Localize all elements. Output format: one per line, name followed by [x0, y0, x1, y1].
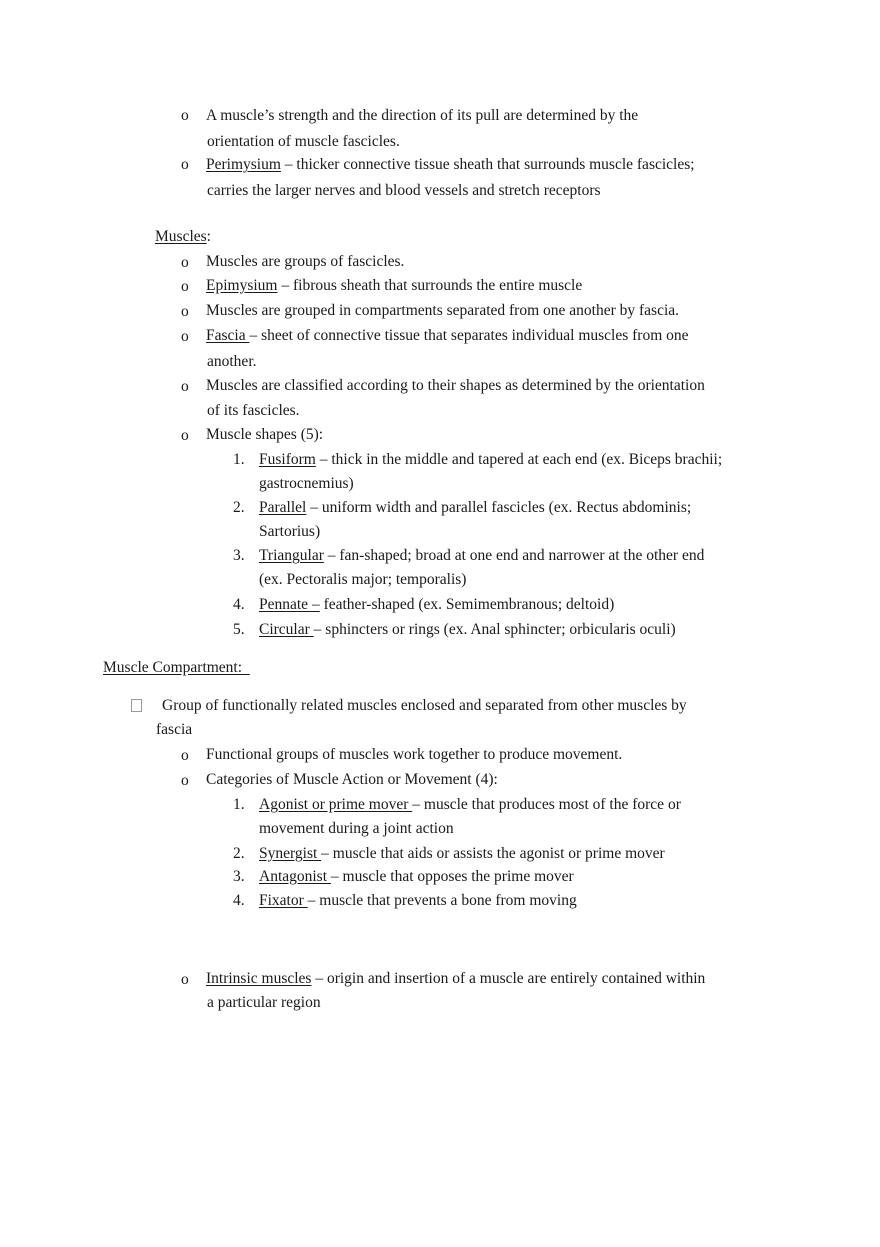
bullet-marker: o	[181, 254, 189, 271]
bullet-marker: o	[181, 772, 189, 789]
shape-number: 2.	[233, 499, 245, 516]
action-item-cont: movement during a joint action	[259, 820, 454, 837]
shape-item-triangular: Triangular – fan-shaped; broad at one end and narrower at the other end	[259, 547, 705, 564]
shape-item-cont: gastrocnemius)	[259, 475, 354, 492]
term-epimysium: Epimysium	[206, 277, 278, 294]
bullet-marker: o	[181, 303, 189, 320]
shape-item-cont: (ex. Pectoralis major; temporalis)	[259, 571, 467, 588]
term-fascia: Fascia	[206, 327, 250, 344]
section-heading-compartment: Muscle Compartment:	[103, 659, 250, 676]
intrinsic-item-cont: a particular region	[207, 994, 321, 1011]
list-item: Epimysium – fibrous sheath that surrounds the entire muscle	[206, 277, 583, 294]
square-bullet-icon	[131, 699, 142, 712]
shape-item-circular: Circular – sphincters or rings (ex. Anal sphincter; orbicularis oculi)	[259, 621, 676, 638]
intro-line: carries the larger nerves and blood vessels and stretch receptors	[207, 182, 601, 199]
bullet-marker: o	[181, 427, 189, 444]
perimysium-item: Perimysium – thicker connective tissue sheath that surrounds muscle fascicles;	[206, 156, 695, 173]
list-item-cont: fascia	[156, 721, 193, 738]
list-item: Muscles are classified according to their shapes as determined by the orientation	[206, 377, 705, 394]
bullet-marker: o	[181, 747, 189, 764]
shape-item-cont: Sartorius)	[259, 523, 321, 540]
shape-item-fusiform: Fusiform – thick in the middle and tapered at each end (ex. Biceps brachii;	[259, 451, 723, 468]
shape-item-parallel: Parallel – uniform width and parallel fascicles (ex. Rectus abdominis;	[259, 499, 692, 516]
shape-number: 1.	[233, 451, 245, 468]
intro-line: A muscle’s strength and the direction of its pull are determined by the	[206, 107, 639, 124]
shape-number: 3.	[233, 547, 245, 564]
term-perimysium: Perimysium	[206, 156, 281, 173]
action-number: 1.	[233, 796, 245, 813]
list-item: Muscle shapes (5):	[206, 426, 324, 443]
action-item-synergist: Synergist – muscle that aids or assists the agonist or prime mover	[259, 845, 665, 862]
intrinsic-item: Intrinsic muscles – origin and insertion of a muscle are entirely contained within	[206, 970, 706, 987]
list-item-cont: another.	[207, 353, 257, 370]
shape-item-pennate: Pennate – feather-shaped (ex. Semimembranous; deltoid)	[259, 596, 615, 613]
bullet-marker: o	[181, 378, 189, 395]
action-number: 2.	[233, 845, 245, 862]
action-item-agonist: Agonist or prime mover – muscle that produces most of the force or	[259, 796, 681, 813]
list-item: Group of functionally related muscles enclosed and separated from other muscles by	[162, 697, 687, 714]
bullet-marker: o	[181, 278, 189, 295]
intro-line: orientation of muscle fascicles.	[207, 133, 400, 150]
bullet-marker: o	[181, 156, 189, 173]
bullet-marker: o	[181, 328, 189, 345]
list-item-cont: of its fascicles.	[207, 402, 300, 419]
list-item: Functional groups of muscles work together to produce movement.	[206, 746, 623, 763]
section-heading-muscles: Muscles:	[155, 228, 211, 245]
shape-number: 4.	[233, 596, 245, 613]
list-item: Categories of Muscle Action or Movement (4):	[206, 771, 498, 788]
list-item: Fascia – sheet of connective tissue that separates individual muscles from one	[206, 327, 689, 344]
shape-number: 5.	[233, 621, 245, 638]
action-item-antagonist: Antagonist – muscle that opposes the prime mover	[259, 868, 574, 885]
list-item: Muscles are groups of fascicles.	[206, 253, 405, 270]
action-number: 4.	[233, 892, 245, 909]
bullet-marker: o	[181, 107, 189, 124]
action-number: 3.	[233, 868, 245, 885]
bullet-marker: o	[181, 971, 189, 988]
action-item-fixator: Fixator – muscle that prevents a bone from moving	[259, 892, 577, 909]
list-item: Muscles are grouped in compartments separated from one another by fascia.	[206, 302, 680, 319]
term-intrinsic-muscles: Intrinsic muscles	[206, 970, 312, 987]
